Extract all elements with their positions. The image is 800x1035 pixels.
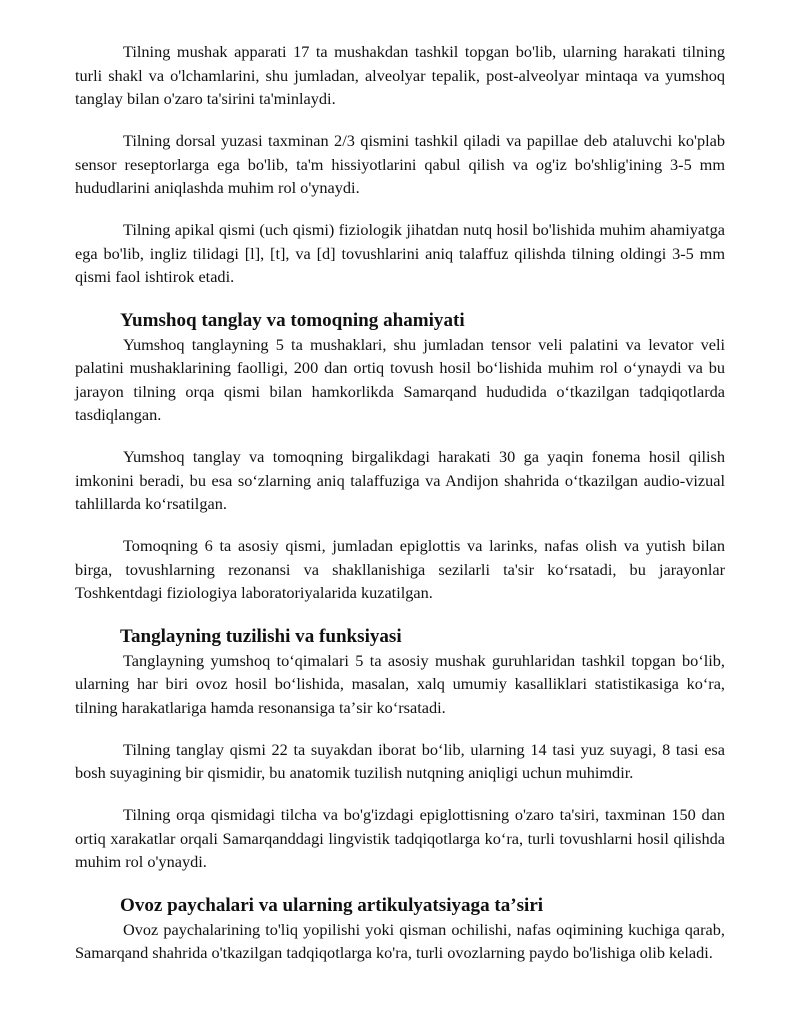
- paragraph-palate-soft-tissue: Tanglayning yumshoq toʻqimalari 5 ta asosiy mushak guruhlaridan tashkil topgan boʻlib, ularning har biri ovoz hosil boʻlishida, masalan, xalq umumiy kasalliklari statistikasiga koʻra, tilning harakatlariga hamda resonansiga taʼsir koʻrsatadi.: [75, 650, 725, 717]
- heading-vocal-cords: Ovoz paychalari va ularning artikulyatsiyaga taʼsiri: [120, 895, 544, 916]
- paragraph-tongue-muscles: Tilning mushak apparati 17 ta mushakdan tashkil topgan bo'lib, ularning harakati tilning turli shakl va o'lchamlarini, shu jumladan, alveolyar tepalik, post-alveolyar mintaqa va yumshoq tanglay bilan o'zaro ta'sirini ta'minlaydi.: [75, 42, 725, 108]
- heading-soft-palate-throat: Yumshoq tanglay va tomoqning ahamiyati: [120, 310, 465, 331]
- document-page: [75, 40, 725, 983]
- paragraph-apical-part: Tilning apikal qismi (uch qismi) fiziologik jihatdan nutq hosil bo'lishida muhim ahamiyatga ega bo'lib, ingliz tilidagi [l], [t], va [d] tovushlarini aniq talaffuz qilishda tilning oldingi 3-5 mm qismi faol ishtirok etadi.: [75, 220, 725, 286]
- paragraph-vocal-cords: Ovoz paychalarining to'liq yopilishi yoki qisman ochilishi, nafas oqimining kuchiga qarab, Samarqand shahrida o'tkazilgan tadqiqotlarga ko'ra, turli ovozlarning paydo bo'lishiga olib keladi.: [75, 919, 725, 962]
- paragraph-soft-palate-muscles: Yumshoq tanglayning 5 ta mushaklari, shu jumladan tensor veli palatini va levator veli palatini mushaklarining faolligi, 200 dan ortiq tovush hosil boʻlishida muhim rol oʻynaydi va bu jarayon tilning orqa qismi bilan hamkorlikda Samarqand hududida oʻtkazilgan tadqiqotlarda tasdiqlangan.: [75, 334, 725, 424]
- paragraph-uvula-epiglottis: Tilning orqa qismidagi tilcha va bo'g'izdagi epiglottisning o'zaro ta'siri, taxminan 150 dan ortiq xarakatlar orqali Samarqanddagi lingvistik tadqiqotlarga koʻra, turli tovushlarni hosil qilishda muhim rol o'ynaydi.: [75, 805, 725, 871]
- paragraph-palate-bones: Tilning tanglay qismi 22 ta suyakdan iborat boʻlib, ularning 14 tasi yuz suyagi, 8 tasi esa bosh suyagining bir qismidir, bu anatomik tuzilish nutqning aniqligi uchun muhimdir.: [75, 739, 725, 782]
- paragraph-soft-palate-phonemes: Yumshoq tanglay va tomoqning birgalikdagi harakati 30 ga yaqin fonema hosil qilish imkonini beradi, bu esa soʻzlarning aniq talaffuziga va Andijon shahrida oʻtkazilgan audio-vizual tahlillarda koʻrsatilgan.: [75, 447, 725, 513]
- heading-palate-structure: Tanglayning tuzilishi va funksiyasi: [120, 626, 402, 647]
- paragraph-throat-parts: Tomoqning 6 ta asosiy qismi, jumladan epiglottis va larinks, nafas olish va yutish bilan birga, tovushlarning rezonansi va shakllanishiga sezilarli ta'sir koʻrsatadi, bu jarayonlar Toshkentdagi fiziologiya laboratoriyalarida kuzatilgan.: [75, 536, 725, 602]
- paragraph-dorsal-surface: Tilning dorsal yuzasi taxminan 2/3 qismini tashkil qiladi va papillae deb ataluvchi ko'plab sensor reseptorlarga ega bo'lib, ta'm hissiyotlarini qabul qilish va og'iz bo'shlig'ining 3-5 mm hududlarini aniqlashda muhim rol o'ynaydi.: [75, 131, 725, 197]
